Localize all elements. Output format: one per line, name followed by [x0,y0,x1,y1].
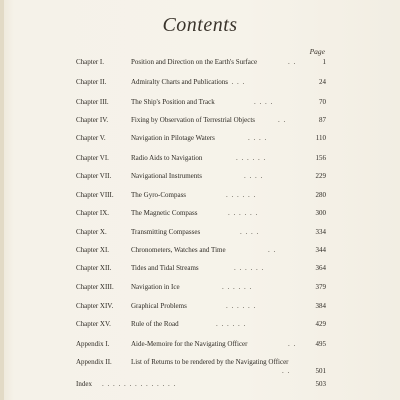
dot-leader: . . . . [240,228,260,236]
entry-chapter-label: Chapter II. [76,78,107,86]
entry-page-number: 156 [315,154,326,162]
entry-chapter-label: Index [76,380,92,388]
entry-chapter-label: Chapter X. [76,228,107,236]
entry-page-number: 70 [319,98,326,106]
entry-chapter-label: Chapter VIII. [76,191,114,199]
entry-page-number: 334 [315,228,326,236]
dot-leader: . . [288,340,297,348]
entry-title: Navigation in Ice [131,283,180,291]
dot-leader: . . . . [248,134,268,142]
entry-chapter-label: Chapter V. [76,134,106,142]
entry-chapter-label: Chapter VI. [76,154,109,162]
entry-title: Radio Aids to Navigation [131,154,203,162]
entry-page-number: 280 [315,191,326,199]
dot-leader: . . . . . . [226,302,257,310]
entry-title: The Ship's Position and Track [131,98,215,106]
entry-chapter-label: Chapter XV. [76,320,111,328]
entry-title: Chronometers, Watches and Time [131,246,226,254]
entry-page-number: 1 [322,58,326,66]
dot-leader: . . . . . . [222,283,253,291]
entry-title: Position and Direction on the Earth's Surface [131,58,258,66]
entry-chapter-label: Chapter III. [76,98,109,106]
entry-title: Aide-Memoire for the Navigating Officer [131,340,248,348]
entry-chapter-label: Appendix I. [76,340,110,348]
dot-leader: . . [268,246,277,254]
entry-chapter-label: Chapter IX. [76,209,110,217]
dot-leader: . . . . . . [228,209,259,217]
entry-title: Tides and Tidal Streams [131,264,199,272]
entry-chapter-label: Chapter XIII. [76,283,114,291]
dot-leader: . . . . . . [236,154,267,162]
entry-title: Graphical Problems [131,302,187,310]
entry-title: Navigation in Pilotage Waters [131,134,215,142]
entry-page-number: 495 [315,340,326,348]
dot-leader: . . . . . . . . . . . . . . [102,380,177,388]
entry-chapter-label: Chapter IV. [76,116,109,124]
dot-leader: . . . . . . [216,320,247,328]
dot-leader: . . . . . . [226,191,257,199]
entry-chapter-label: Chapter VII. [76,172,112,180]
dot-leader: . . . . [244,172,264,180]
entry-page-number: 229 [315,172,326,180]
entry-title: Transmitting Compasses [131,228,201,236]
entry-title: Navigational Instruments [131,172,202,180]
page-title: Contents [162,14,238,36]
entry-title: List of Returns to be rendered by the Navigating Officer [131,358,289,366]
dot-leader: . . [282,367,291,375]
entry-page-number: 300 [315,209,326,217]
entry-title: The Gyro-Compass [131,191,187,199]
entry-page-number: 384 [315,302,326,310]
dot-leader: . . [278,116,287,124]
entry-page-number: 364 [315,264,326,272]
entry-chapter-label: Chapter XI. [76,246,110,254]
entry-page-number: 379 [315,283,326,291]
entry-page-number: 503 [315,380,326,388]
entry-chapter-label: Chapter I. [76,58,104,66]
entry-title: The Magnetic Compass [131,209,198,217]
dot-leader: . . . . [226,78,246,86]
entry-chapter-label: Chapter XII. [76,264,112,272]
entry-title: Rule of the Road [131,320,179,328]
entry-page-number: 429 [315,320,326,328]
entry-title: Fixing by Observation of Terrestrial Objects [131,116,255,124]
entry-page-number: 501 [315,367,326,375]
entry-page-number: 344 [315,246,326,254]
entry-chapter-label: Chapter XIV. [76,302,114,310]
entry-chapter-label: Appendix II. [76,358,112,366]
entry-page-number: 110 [315,134,326,142]
dot-leader: . . . . . . [234,264,265,272]
dot-leader: . . . . [254,98,274,106]
entry-page-number: 87 [319,116,326,124]
page-column-heading: Page [309,47,325,56]
entry-title: Admiralty Charts and Publications [131,78,229,86]
dot-leader: . . [288,58,297,66]
entry-page-number: 24 [319,78,326,86]
